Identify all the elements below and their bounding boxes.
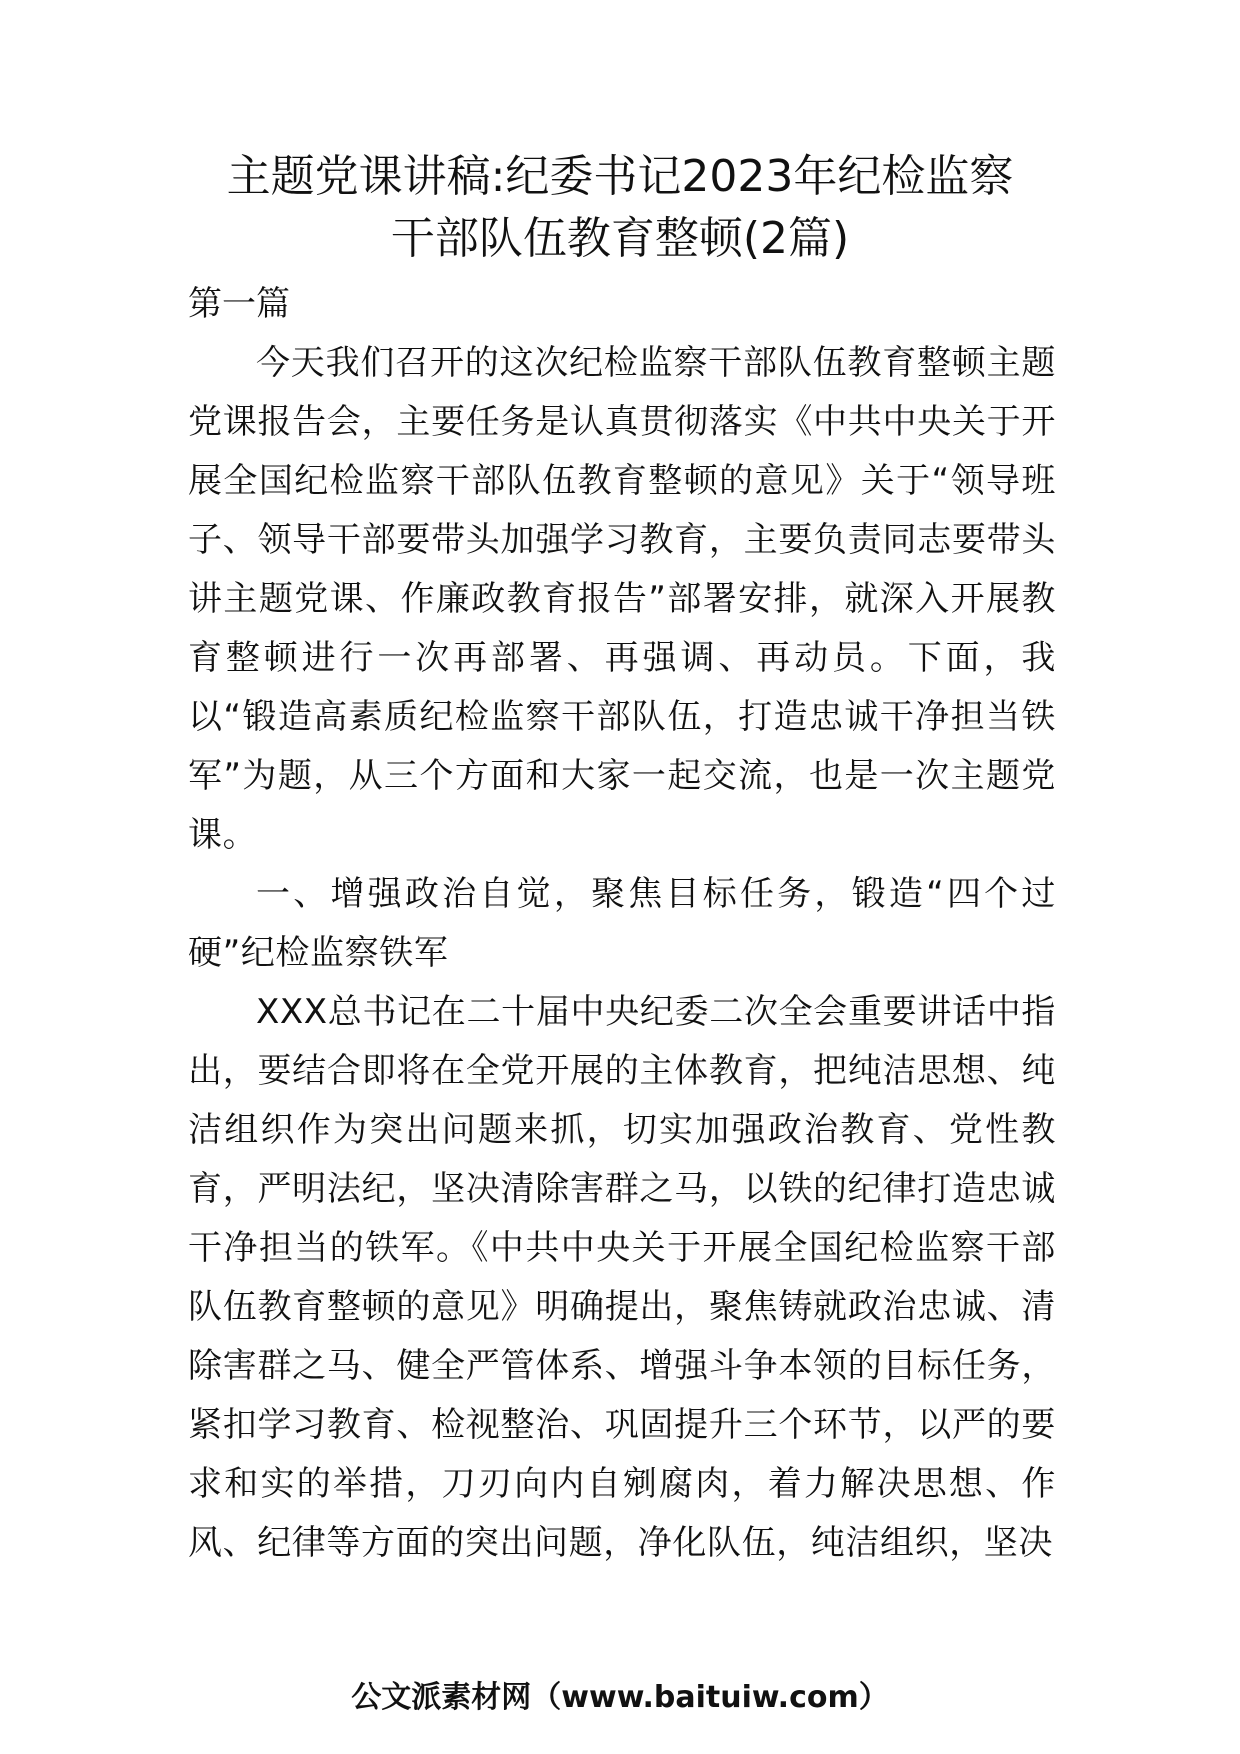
document-title (150, 146, 1090, 270)
title-line-2: 干部队伍教育整顿(2篇) (390, 213, 850, 264)
paragraph-intro: 今天我们召开的这次纪检监察干部队伍教育整顿主题党课报告会，主要任务是认真贯彻落实《中共中央关于开展全国纪检监察干部队伍教育整顿的意见》关于“领导班子、领导干部要带头加强学习教育，主要负责同志要带头讲主题党课、作廉政教育报告”部署安排，就深入开展教育整顿进行一次再部署、再强调、再动员。下面，我以“锻造高素质纪检监察干部队伍，打造忠诚干净担当铁军”为题，从三个方面和大家一起交流，也是一次主题党课。 (188, 343, 1056, 855)
section-label: 第一篇 (188, 284, 290, 324)
paragraph-body-1: XXX总书记在二十届中央纪委二次全会重要讲话中指出，要结合即将在全党开展的主体教育，把纯洁思想、纯洁组织作为突出问题来抓，切实加强政治教育、党性教育，严明法纪，坚决清除害群之马，以铁的纪律打造忠诚干净担当的铁军。《中共中央关于开展全国纪检监察干部队伍教育整顿的意见》明确提出，聚焦铸就政治忠诚、清除害群之马、健全严管体系、增强斗争本领的目标任务，紧扣学习教育、检视整治、巩固提升三个环节，以严的要求和实的举措，刀刃向内自剜腐肉，着力解决思想、作风、纪律等方面的突出问题，净化队伍，纯洁组织，坚决 (188, 992, 1056, 1563)
document-body (188, 334, 1056, 1573)
footer-watermark: 公文派素材网（www.baituiw.com） (351, 1680, 889, 1715)
title-line-1: 主题党课讲稿:纪委书记2023年纪检监察 (226, 151, 1014, 202)
paragraph-heading-1: 一、增强政治自觉，聚焦目标任务，锻造“四个过硬”纪检监察铁军 (188, 874, 1056, 973)
